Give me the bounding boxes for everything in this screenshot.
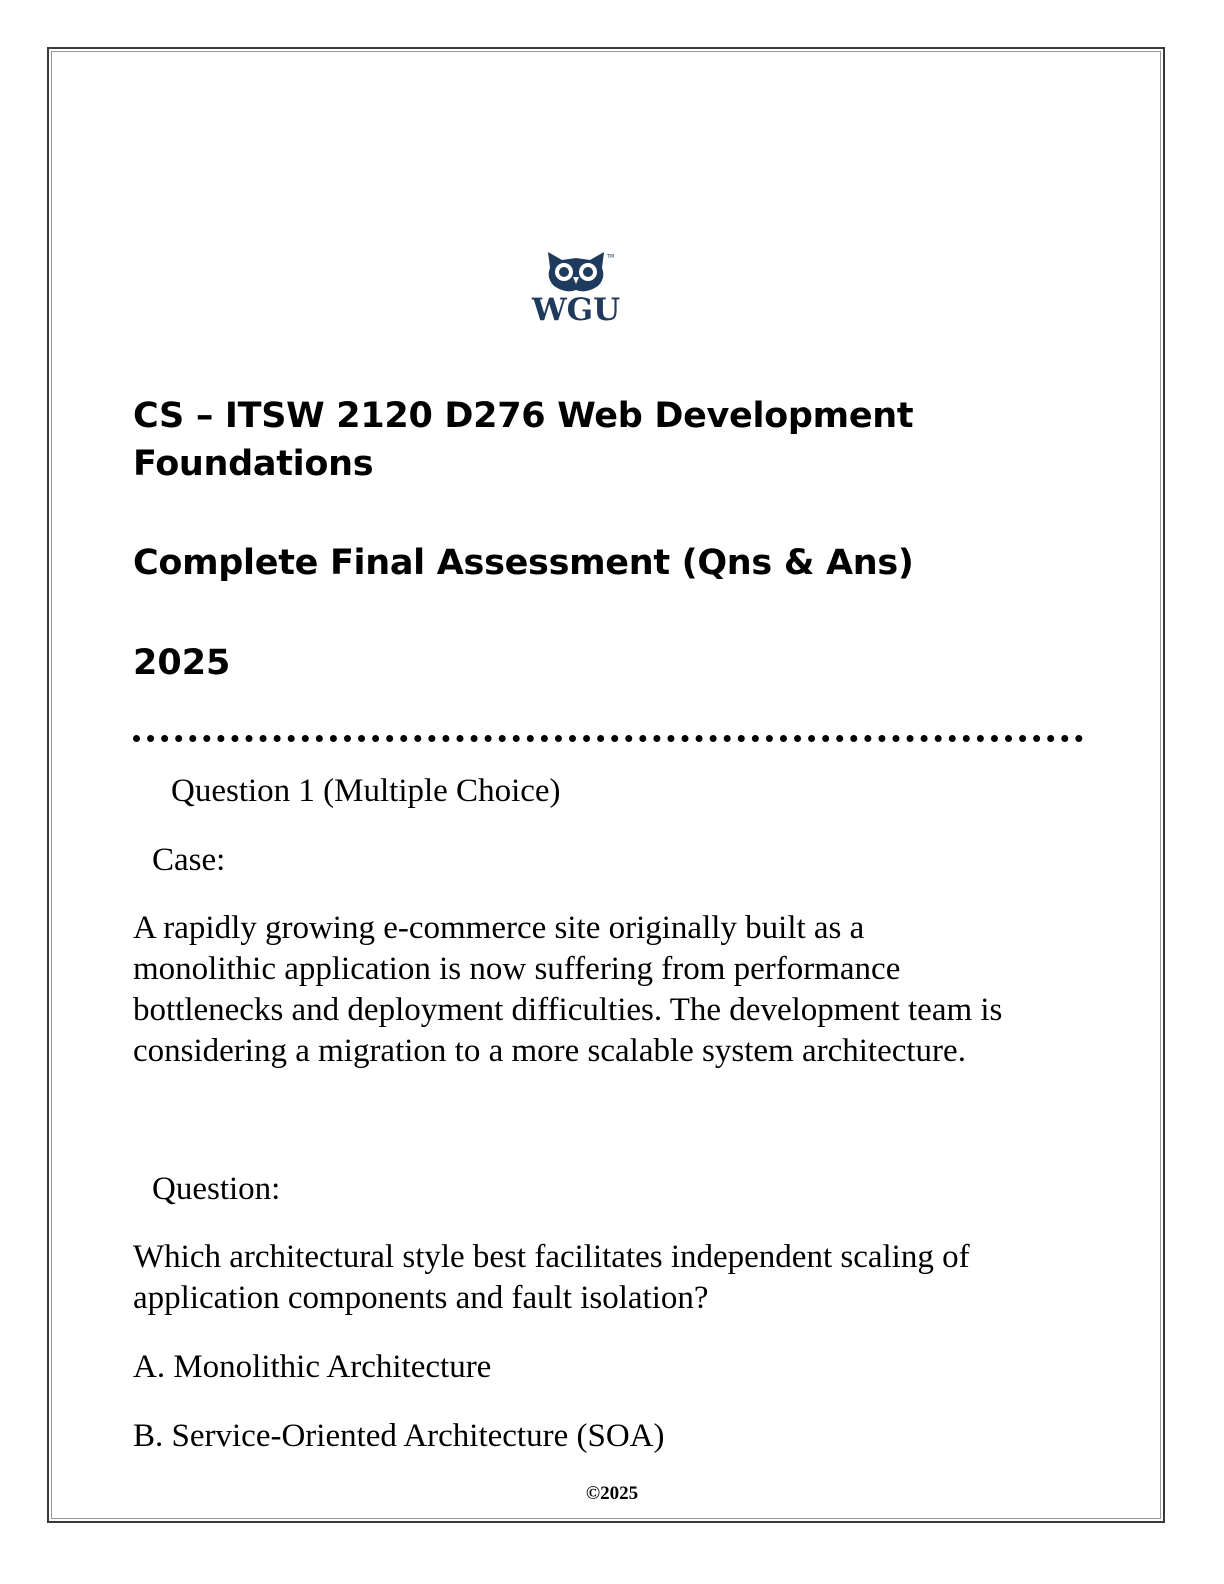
svg-text:TM: TM [607, 254, 615, 260]
case-paragraph [133, 908, 1002, 1072]
option-a: A. Monolithic Architecture [133, 1349, 492, 1385]
document-year: 2025 [133, 643, 231, 683]
title-line-1: CS – ITSW 2120 D276 Web Development [133, 396, 914, 436]
owl-icon [526, 244, 626, 328]
case-line: A rapidly growing e-commerce site originally built as a [133, 910, 865, 946]
case-line: bottlenecks and deployment difficulties. The development team is [133, 992, 1003, 1028]
wgu-logo [526, 244, 626, 328]
copyright-footer: ©2025 [585, 1483, 639, 1504]
question-label: Question: [152, 1171, 281, 1207]
question-heading: Question 1 (Multiple Choice) [171, 773, 561, 809]
document-subtitle: Complete Final Assessment (Qns & Ans) [133, 543, 914, 583]
case-line: monolithic application is now suffering from performance [133, 951, 901, 987]
option-b: B. Service-Oriented Architecture (SOA) [133, 1418, 665, 1454]
question-line: application components and fault isolation? [133, 1280, 709, 1316]
dotted-divider [133, 735, 1083, 742]
title-line-2: Foundations [133, 444, 374, 484]
question-text [133, 1237, 970, 1319]
document-title [133, 392, 1113, 488]
case-label: Case: [152, 842, 226, 878]
case-line: considering a migration to a more scalable system architecture. [133, 1033, 966, 1069]
question-line: Which architectural style best facilitates independent scaling of [133, 1239, 970, 1275]
logo-text: WGU [531, 292, 621, 328]
